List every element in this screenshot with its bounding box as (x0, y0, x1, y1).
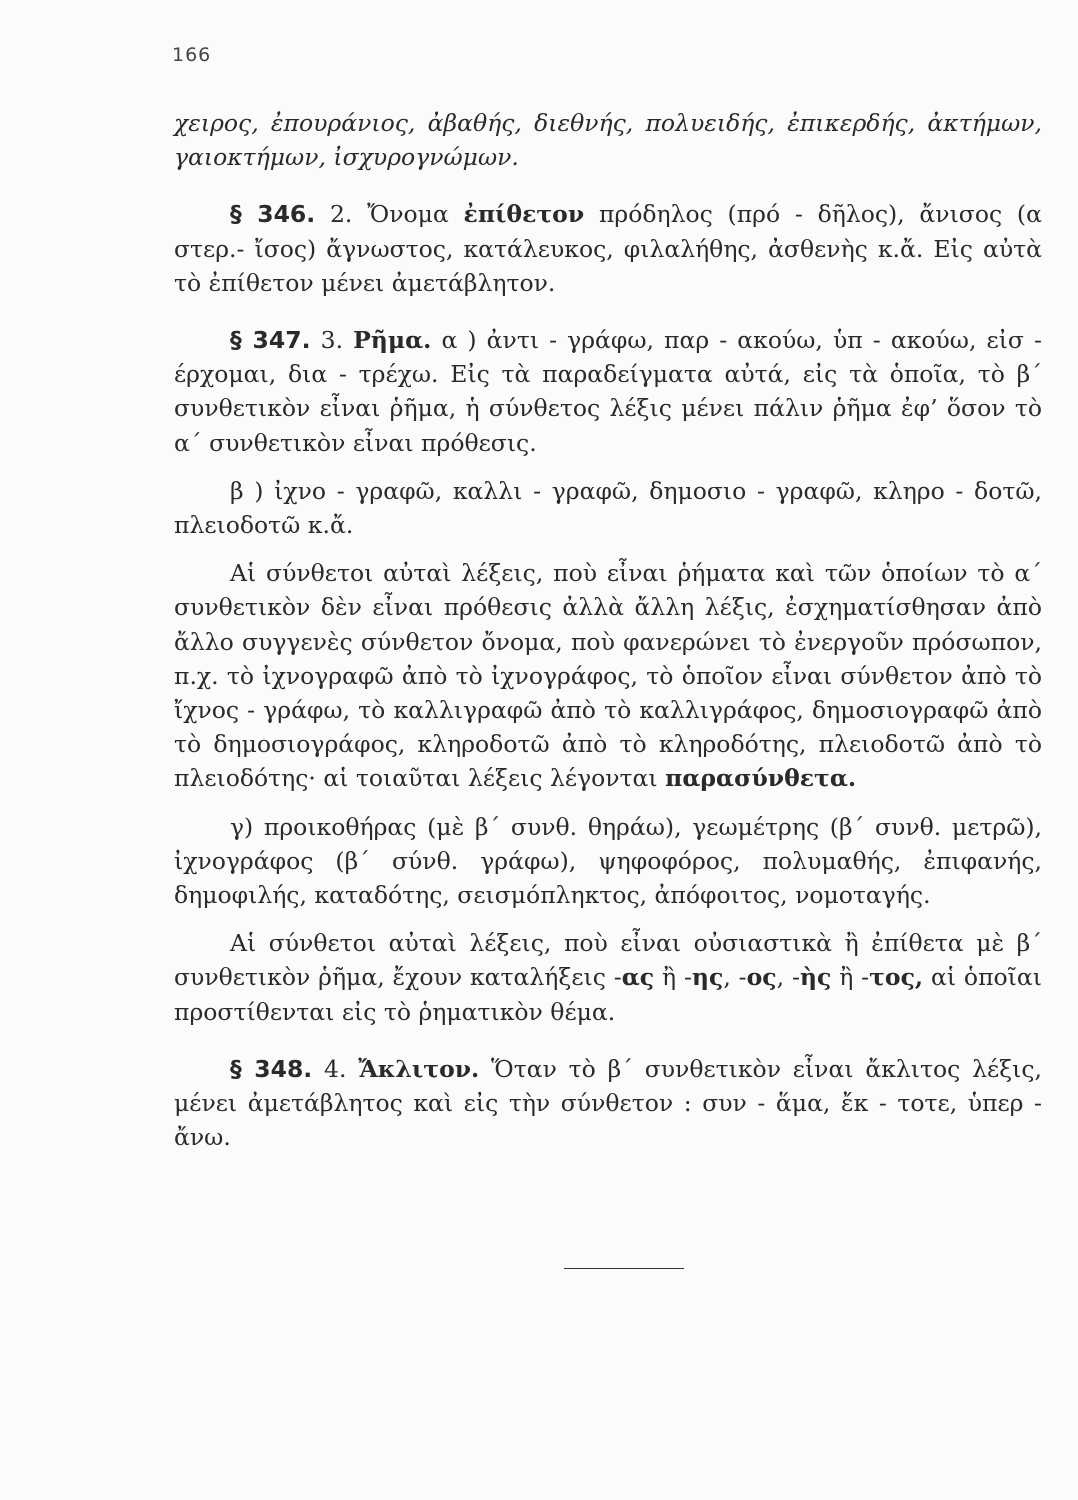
ending: ας (621, 963, 655, 992)
text: γ) προικοθήρας (μὲ β΄ συνθ. θηράω), γεωμέτρης (β΄ συνθ. μετρῶ), ἰχνογράφος (β΄ σύνθ. γράφω), ψηφοφόρος, πολυμαθής, ἐπιφανής, δημοφιλής, καταδότης, σεισμόπληκτος, ἀπόφοιτος, νομοταγής. (174, 812, 1042, 910)
ending: ὴς (799, 963, 832, 992)
bold-term: ἐπίθετον (463, 200, 585, 229)
text: β ) ἰχνο - γραφῶ, καλλι - γραφῶ, δημοσιο - γραφῶ, κληρο - δοτῶ, πλειοδοτῶ κ.ἄ. (174, 476, 1042, 540)
text: αἱ ὁποῖαι προστίθενται εἰς τὸ ῥηματικὸν θέμα. (174, 963, 1042, 1026)
bold-term: Ρῆμα. (353, 326, 432, 355)
text: α ) ἀντι - γράφω, παρ - ακούω, ὑπ - ακούω, εἰσ - έρχομαι, δια - τρέχω. Εἰς τὰ παραδείγματα αὐτά, εἰς τὰ ὁποῖα, τὸ β΄ συνθετικὸν εἶναι ῥῆμα, ἡ σύνθετος λέξις μένει πάλιν ῥῆμα ἐφ’ ὅσον τὸ α΄ συνθετικὸν εἶναι πρόθεσις. (174, 326, 1042, 457)
text: ἢ - (662, 963, 692, 992)
paragraph-347b (174, 474, 1042, 542)
bold-term: παρασύνθετα. (665, 764, 857, 793)
section-number: § 348. (230, 1054, 313, 1083)
section-346 (174, 197, 1042, 300)
ending: τος, (869, 963, 924, 992)
paragraph-parasyntheta (174, 556, 1042, 795)
section-number: § 347. (230, 326, 311, 355)
text: πρόδηλος (πρό - δῆλος), ἄνισος (α στερ.- ἴσος) ἄγνωστος, κατάλευκος, φιλαλήθης, ἀσθενὴς κ.ἄ. Εἰς αὐτὰ τὸ ἐπίθετον μένει ἀμετάβλητον. (174, 200, 1042, 297)
text: , - (723, 963, 747, 992)
text: Ὅταν τὸ β΄ συνθετικὸν εἶναι ἄκλιτος λέξις, μένει ἀμετάβλητος καὶ εἰς τὴν σύνθετον : συν - ἅμα, ἔκ - τοτε, ὑπερ - ἄνω. (174, 1054, 1042, 1152)
text: , - (776, 963, 800, 992)
text: χειρος, ἐπουράνιος, ἀβαθής, διεθνής, πολυειδής, ἐπικερδής, ἀκτήμων, γαιοκτήμων, ἰσχυρογνώμων. (174, 109, 1042, 172)
section-number: § 346. (230, 200, 316, 229)
item-number: 4. (324, 1054, 347, 1083)
text: Ὄνομα (367, 200, 449, 229)
text: Αἱ σύνθετοι αὐταὶ λέξεις, ποὺ εἶναι οὐσιαστικὰ ἢ ἐπίθετα μὲ β΄ συνθετικὸν ῥῆμα, ἔχουν καταλήξεις - (174, 929, 1042, 992)
page-number: 166 (172, 44, 212, 66)
item-number: 2. (329, 200, 353, 229)
paragraph-word-list (174, 106, 1042, 174)
text-body (174, 106, 1042, 1154)
item-number: 3. (320, 326, 344, 355)
paragraph-endings (174, 926, 1042, 1029)
ending: ος (746, 963, 777, 992)
end-rule (564, 1268, 684, 1269)
text: ἢ - (839, 963, 870, 992)
bold-term: Ἄκλιτον. (358, 1054, 480, 1083)
text: Αἱ σύνθετοι αὐταὶ λέξεις, ποὺ εἶναι ῥήματα καὶ τῶν ὁποίων τὸ α΄ συνθετικὸν δὲν εἶναι πρόθεσις ἀλλὰ ἄλλη λέξις, ἐσχηματίσθησαν ἀπὸ ἄλλο συγγενὲς σύνθετον ὄνομα, ποὺ φανερώνει τὸ ἐνεργοῦν πρόσωπον, π.χ. τὸ ἰχνογραφῶ ἀπὸ τὸ ἰχνογράφος, τὸ ὁποῖον εἶναι σύνθετον ἀπὸ τὸ ἴχνος - γράφω, τὸ καλλιγραφῶ ἀπὸ τὸ καλλιγράφος, δημοσιογραφῶ ἀπὸ τὸ δημοσιογράφος, κληροδοτῶ ἀπὸ τὸ κληροδότης, πλειοδοτῶ ἀπὸ τὸ πλειοδότης· αἱ τοιαῦται λέξεις λέγονται (174, 559, 1042, 793)
section-348 (174, 1052, 1042, 1155)
section-347 (174, 323, 1042, 460)
ending: ης (691, 963, 724, 992)
paragraph-347c (174, 810, 1042, 913)
